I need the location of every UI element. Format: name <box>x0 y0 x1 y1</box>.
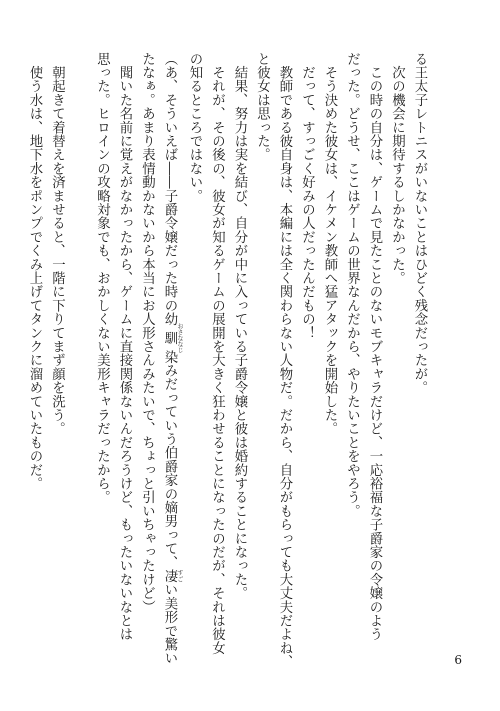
text-line: 教師である彼自身は、本編には全く関わらない人物だ。だから、自分がもらっても大丈夫だよね、 <box>277 52 292 669</box>
text-line: そう決めた彼女は、イケメン教師へ猛アタックを開始した。 <box>322 52 337 436</box>
text-line: 結果、努力は実を結び、自分が中に入っている子爵令嬢と彼は婚約することになった。 <box>232 52 247 600</box>
text-line: それが、その後の、彼女が知るゲームの展開を大きく狂わせることになったのだが、それは彼女 <box>209 52 225 655</box>
text-line: だった。どうせ、ここはゲームの世界なんだから、やりたいことをやろう。 <box>344 52 360 518</box>
ruby-osananajimi: 馴 おさななじ <box>162 322 183 353</box>
text-segment: （あ、そういえば――子爵令嬢だった時の幼 <box>162 52 177 326</box>
text-line: たなぁ。あまり表情動かないから本当にお人形さんみたいで、ちょっと引いちゃったけど） <box>139 52 155 614</box>
text-line: この時の自分は、ゲームで見たことのないモブキャラだけど、一応裕福な子爵家の令嬢のよう <box>367 52 382 642</box>
text-line: る王太子レトニスがいないことはひどく残念だったが。 <box>412 52 427 395</box>
ruby-text-osananajimi: おさななじ <box>176 322 183 353</box>
text-segment: 染みだっていう伯爵家の嫡男って、 <box>162 349 177 570</box>
text-line: と彼女は思った。 <box>254 52 270 162</box>
body-text <box>27 52 430 669</box>
text-line: 聞いた名前に覚えがなかったから、ゲームに直接関係ないんだろうけど、もったいないなとは <box>117 52 132 642</box>
blank-line <box>68 52 91 652</box>
ruby-text-sugoi: すご <box>176 569 183 583</box>
ruby-sugoi: 凄 すご <box>162 569 183 583</box>
text-line: 使う水は、地下水をポンプでくみ上げてタンクに溜めていたものだ。 <box>27 52 42 491</box>
text-line: 朝起きて着替えを済ませると、一階に下りてまず顔を洗う。 <box>49 52 65 436</box>
text-line: だって、すっごく好みの人だったんだもの！ <box>299 52 315 340</box>
text-segment: い美形で驚い <box>162 582 177 666</box>
text-line-ruby <box>158 52 183 666</box>
text-line: の知るところではない。 <box>187 52 202 203</box>
page-number: 6 <box>454 653 462 667</box>
text-line: 次の機会に期待するしかなかった。 <box>389 52 405 285</box>
text-line: 思った。ヒロインの攻略対象でも、おかしくない美形キャラだったから。 <box>94 52 110 505</box>
